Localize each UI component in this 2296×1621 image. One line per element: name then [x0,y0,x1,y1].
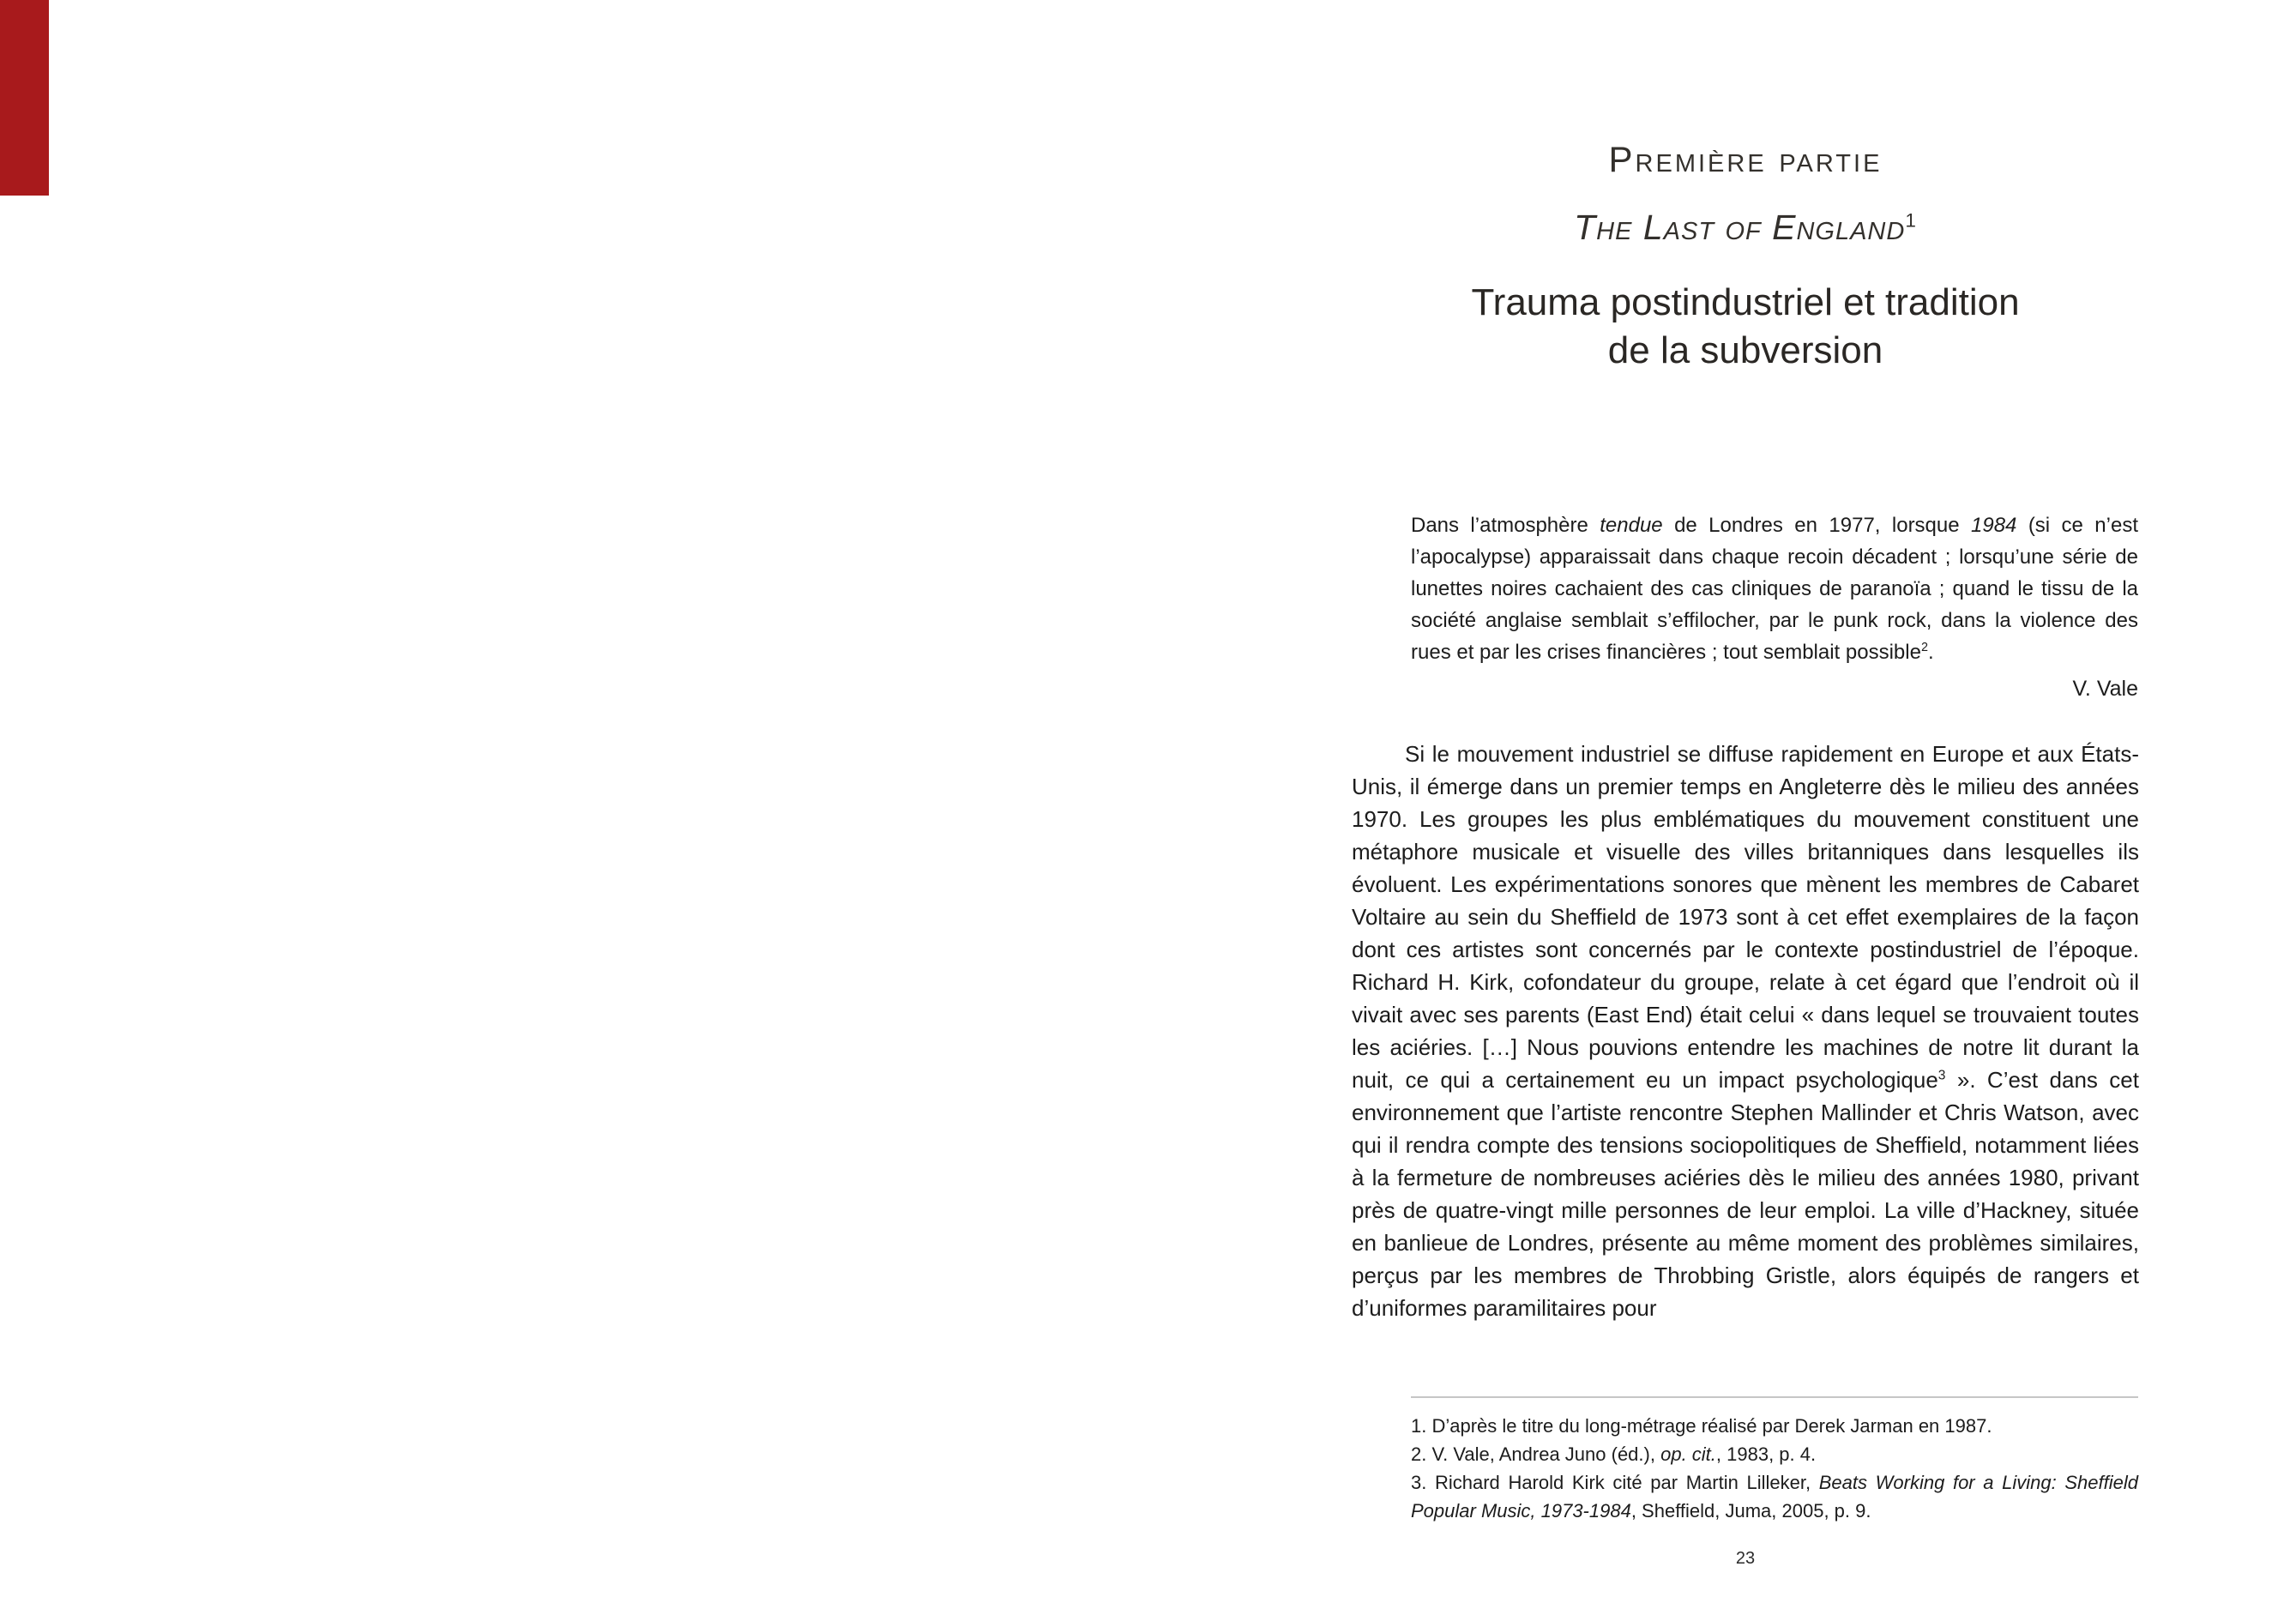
epigraph-attribution: V. Vale [2072,677,2138,701]
footnote-separator [1411,1396,2138,1398]
footnote-1: 1. D’après le titre du long-métrage réalisé par Derek Jarman en 1987. [1411,1415,1992,1437]
epigraph [1411,509,2138,705]
body-paragraph: Si le mouvement industriel se diffuse rapidement en Europe et aux États-Unis, il émerge dans un premier temps en Angleterre dès le milieu des années 1970. Les groupes les plus emblématiques du mouvement constituent une métaphore musicale et visuelle des villes britanniques dans lesquelles ils évoluent. Les expérimentations sonores que mènent les membres de Cabaret Voltaire au sein du Sheffield de 1973 sont à cet effet exemplaires de la façon dont ces artistes sont concernés par le contexte postindustriel de l’époque. Richard H. Kirk, cofondateur du groupe, relate à cet égard que l’endroit où il vivait avec ses parents (East End) était celui « dans lequel se trouvaient toutes les aciéries. […] Nous pouvions entendre les machines de notre lit durant la nuit, ce qui a certainement eu un impact psychologique$^3$ ». C’est dans cet environnement que l’artiste rencontre Stephen Mallinder et Chris Watson, avec qui il rendra compte des tensions sociopolitiques de Sheffield, notamment liées à la fermeture de nombreuses aciéries dès le milieu des années 1980, privant près de quatre-vingt mille personnes de leur emploi. La ville d’Hackney, située en banlieue de Londres, présente au même moment des problèmes similaires, perçus par les membres de Throbbing Gristle, alors équipés de rangers et d’uniformes paramilitaires pour [1352,741,2139,1321]
work-title [1352,208,2139,248]
chapter-subtitle [1352,279,2139,375]
chapter-heading [1352,139,2139,375]
accent-bar [0,0,49,196]
footnote-3: 3. Richard Harold Kirk cité par Martin Lilleker, Beats Working for a Living: Sheffield Popular Music, 1973-1984, Sheffield, Juma, 2005, p. 9. [1411,1472,2138,1522]
footnote-2: 2. V. Vale, Andrea Juno (éd.), op. cit., 1983, p. 4. [1411,1443,1817,1465]
page-number: 23 [1735,1549,1756,1568]
footnote-ref-1: 1 [1905,209,1917,232]
subtitle-line-2: de la subversion [1607,329,1883,371]
epigraph-text: Dans l’atmosphère tendue de Londres en 1977, lorsque 1984 (si ce n’est l’apocalypse) apparaissait dans chaque recoin décadent ; lorsqu’une série de lunettes noires cachaient des cas cliniques de paranoïa ; quand le tissu de la société anglaise semblait s’effilocher, par le punk rock, dans la violence des rues et par les crises financières ; tout semblait possible$^2$. [1411,514,2139,664]
subtitle-line-1: Trauma postindustriel et tradition [1471,281,2020,323]
footnotes [1411,1412,2138,1525]
part-title: Première partie [1608,139,1883,179]
work-title-text: The Last of England [1574,208,1906,247]
